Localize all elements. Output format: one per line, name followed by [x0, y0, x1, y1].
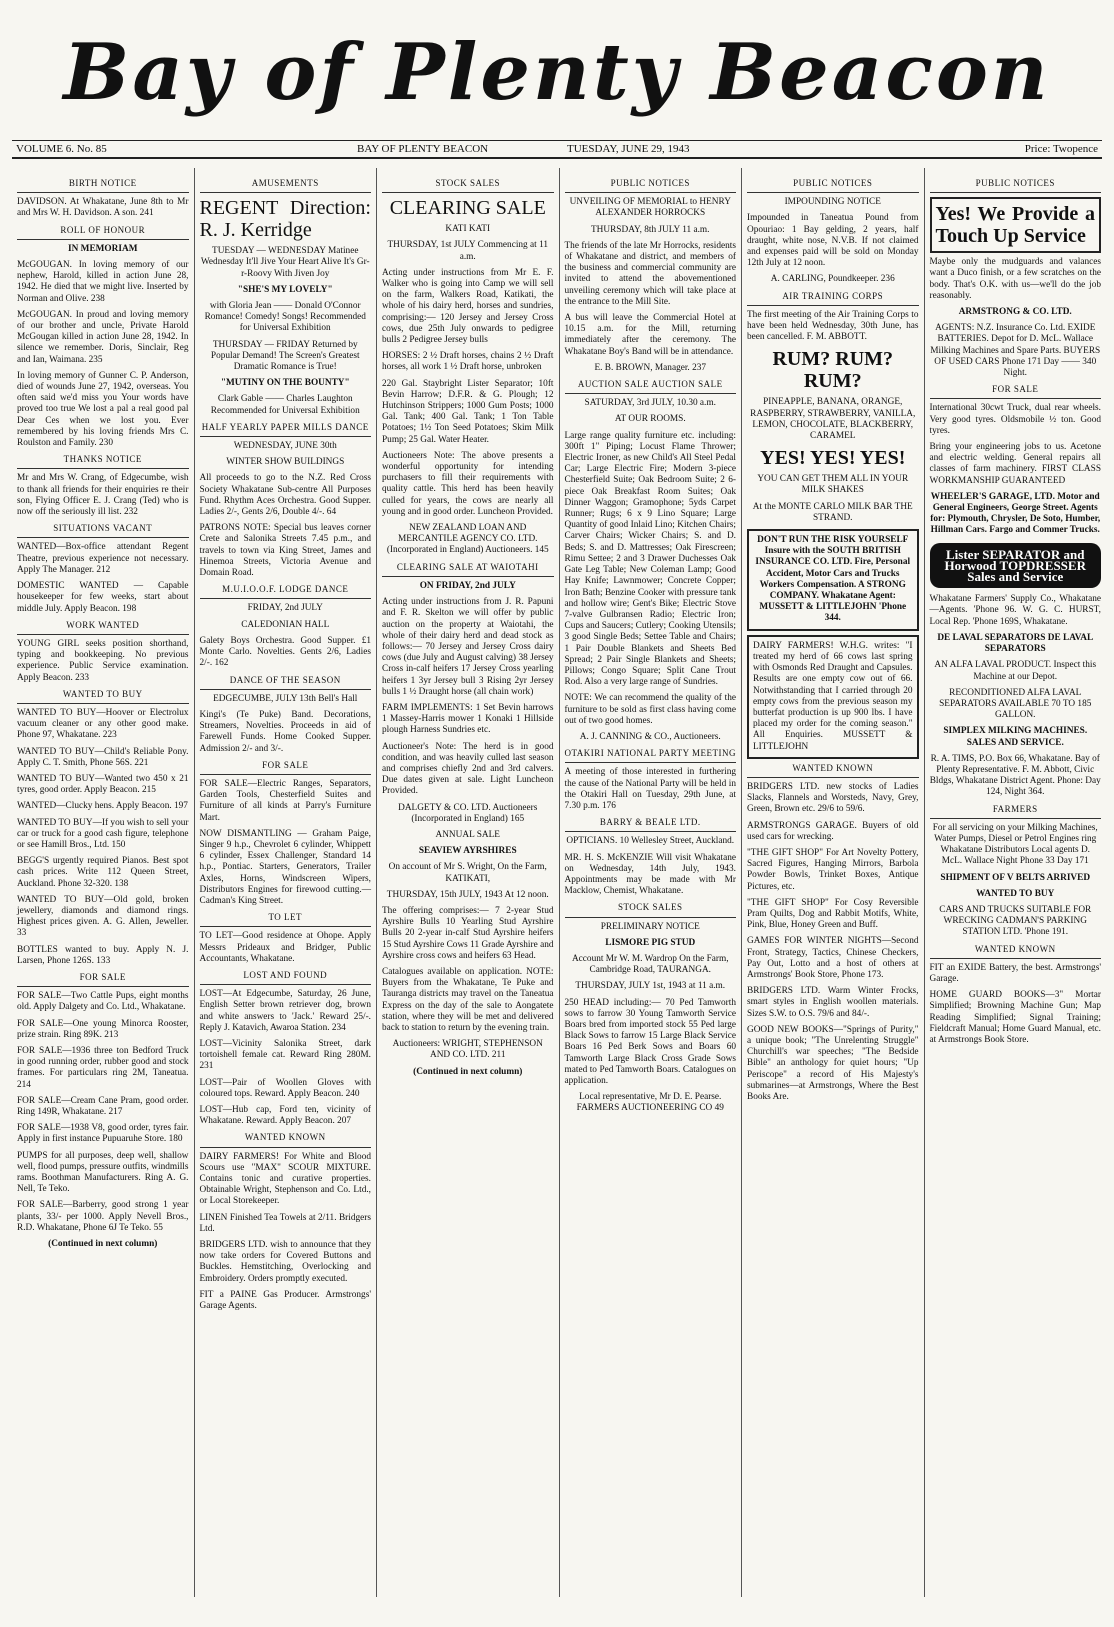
notice-text: WEDNESDAY, JUNE 30th — [233, 441, 337, 452]
notice-text: YOUNG GIRL seeks position shorthand, typing and bookkeeping. No previous experience. Public Service examination. Apply Beacon. 233 — [17, 638, 189, 683]
notice-text: SEAVIEW AYRSHIRES — [418, 846, 517, 857]
notice-text: LISMORE PIG STUD — [605, 937, 696, 948]
notice-text: FARM IMPLEMENTS: 1 Set Bevin harrows 1 Massey-Harris mower 1 Konaki 1 Hillside plough Harness Sundries etc. — [382, 702, 554, 736]
notice-text: LINEN Finished Tea Towels at 2/11. Bridgers Ltd. — [199, 1212, 371, 1234]
notice-text: AGENTS: N.Z. Insurance Co. Ltd. EXIDE BATTERIES. Depot for D. McL. Wallace Milking Machines and Spare Parts. BUYERS OF USED CARS Phone 171 Day —— 340 Night. — [930, 323, 1101, 379]
notice-text: TUESDAY — WEDNESDAY Matinee Wednesday It'll Jive Your Heart Alive It's Gr-r-Roovy With Jiven Joy — [200, 246, 370, 279]
notice-text: BOTTLES wanted to buy. Apply N. J. Larsen, Phone 126S. 133 — [17, 944, 189, 966]
notice-text: AT OUR ROOMS. — [614, 414, 686, 425]
notice-text: DON'T RUN THE RISK YOURSELF Insure with the SOUTH BRITISH INSURANCE CO. LTD. Fire, Personal Accident, Motor Cars and Trucks Workers Compensation. A STRONG COMPANY. Whakatane Agent: MUSSETT & LITTLEJOHN 'Phone 344. — [747, 529, 919, 631]
notice-text: "SHE'S MY LOVELY" — [237, 284, 333, 295]
notice-text: ARMSTRONGS GARAGE. Buyers of old used cars for wrecking. — [747, 820, 919, 842]
notice-text: FOR SALE—1938 V8, good order, tyres fair. Apply in first instance Pupuaruhe Store. 180 — [17, 1123, 189, 1145]
notice-text: YES! YES! YES! — [760, 447, 906, 470]
notice-text: WANTED TO BUY — [976, 888, 1055, 899]
notice-text: WHEELER'S GARAGE, LTD. Motor and General Engineers, George Street. Agents for: Plymouth, Chrysler, De Soto, Humber, Hillman Cars. Fargo and Commer Trucks. — [930, 491, 1101, 536]
notice-text: REGENT Direction: R. J. Kerridge — [199, 197, 371, 242]
section-heading: SITUATIONS VACANT — [17, 523, 189, 538]
notice-text: THURSDAY, 15th JULY, 1943 At 12 noon. — [386, 889, 549, 900]
columns-container — [12, 168, 1106, 1597]
notice-text: EDGECUMBE, JULY 13th Bell's Hall — [213, 693, 358, 704]
notice-text: FOR SALE—Barberry, good strong 1 year plants, 33/- per 1000. Apply Nevell Bros., R.D. Whakatane, Phone 6J Te Teko. 55 — [17, 1200, 189, 1233]
notice-text: 250 HEAD including:— 70 Ped Tamworth sows to farrow 30 Young Tamworth Service Boars bred from imported stock 55 Ped large Black Sows to farrow 15 Large Black Service Boars 16 Ped Berk Sows and Boars 60 Tamworth Large Black Cross Grade Sows mated to Ped Tamworth Boars. Catalogues on application. — [564, 997, 736, 1087]
notice-text: Auctioneer's Note: The herd is in good condition, and was heavily culled last season and comprises chiefly 2nd and 3rd calvers. Due dates given at sale. Light Luncheon Provided. — [382, 741, 554, 797]
section-heading: DANCE OF THE SEASON — [200, 675, 372, 690]
section-heading: BARRY & BEALE LTD. — [565, 817, 737, 832]
notice-text: The offering comprises:— 7 2-year Stud Ayrshire Bulls 10 Yearling Stud Ayrshire Bulls 20 2-year in-calf Stud Ayrshire heifers 15 Stud Ayrshire Cows 11 Grade Ayrshire and Ayrshire cross cows and heifers 63 Head. — [382, 905, 554, 961]
issue-date: TUESDAY, JUNE 29, 1943 — [567, 143, 690, 155]
notice-text: WANTED—Clucky hens. Apply Beacon. 197 — [17, 801, 188, 812]
notice-text: THURSDAY, 8th JULY 11 a.m. — [591, 224, 710, 235]
notice-text: THURSDAY, 1st JULY Commencing at 11 a.m. — [387, 240, 549, 262]
notice-text: All proceeds to go to the N.Z. Red Cross Society Whakatane Sub-centre All Purposes Fund. Rhythm Aces Orchestra. Good Supper. Ladies 2/-, Gents 2/6, Double 4/-. 64 — [199, 473, 371, 518]
section-heading: ROLL OF HONOUR — [17, 225, 189, 240]
notice-text: RUM? RUM? RUM? — [772, 348, 894, 393]
notice-text: PINEAPPLE, BANANA, ORANGE, RASPBERRY, STRAWBERRY, VANILLA, LEMON, CHOCOLATE, BLACKBERRY, CARAMEL — [750, 397, 916, 442]
notice-text: International 30cwt Truck, dual rear wheels. Very good tyres. Oldsmobile ½ ton. Good tyres. — [929, 403, 1101, 436]
dateline — [12, 140, 1102, 159]
section-heading: WANTED KNOWN — [930, 944, 1102, 959]
notice-text: CARS AND TRUCKS SUITABLE FOR WRECKING CADMAN'S PARKING STATION LTD. 'Phone 191. — [939, 904, 1092, 938]
column-5 — [741, 168, 924, 1597]
notice-text: 220 Gal. Staybright Lister Separator; 10ft Bevin Harrow; D.F.R. & G. Plough; 12 Hutchinson Strippers; 1000 Gum Posts; 1000 Gal. Tank; 400 Gal. Tank; 1 Ton Table Potatoes; 1½ Ton Seed Potatoes; Skim Milk Pump; 25 Gal. Water Heater. — [382, 378, 554, 445]
notice-text: NOTE: We can recommend the quality of the furniture to be sold as first class having come out of two good homes. — [564, 693, 736, 726]
section-heading: AUCTION SALE AUCTION SALE — [565, 379, 737, 394]
volume-number: VOLUME 6. No. 85 — [16, 143, 107, 155]
notice-text: FOR SALE—1936 three ton Bedford Truck in good running order, rubber good and stock frames. For particulars ring 2M, Taneatua. 214 — [17, 1046, 189, 1090]
column-6 — [924, 168, 1107, 1597]
section-heading: WANTED KNOWN — [200, 1132, 372, 1147]
notice-text: Impounded in Taneatua Pound from Opouriao: 1 Bay gelding, 2 years, half draught, white nose, N.V.B. If not claimed and expenses paid will be sold on Monday 12th July at 12 noon. — [747, 213, 919, 269]
notice-text: The first meeting of the Air Training Corps to have been held Wednesday, 30th June, has been cancelled. F. M. ABBOTT. — [747, 309, 919, 343]
notice-text: (Continued in next column) — [48, 1239, 158, 1250]
notice-text: "MUTINY ON THE BOUNTY" — [220, 378, 350, 389]
section-heading: STOCK SALES — [565, 902, 737, 917]
notice-text: Mr and Mrs W. Crang, of Edgecumbe, wish to thank all friends for their enquiries re their son, Flying Officer E. J. Crang (Ted) who is now off the seriously ill list. 232 — [17, 473, 189, 518]
notice-text: Clark Gable —— Charles Laughton Recommended for Universal Exhibition — [210, 394, 360, 416]
notice-text: Yes! We Provide a Touch Up Service — [930, 197, 1102, 253]
notice-text: DAVIDSON. At Whakatane, June 8th to Mr and Mrs W. H. Davidson. A son. 241 — [17, 197, 189, 219]
notice-text: HORSES: 2 ½ Draft horses, chains 2 ½ Draft horses, all work 1 ½ Draft horse, unbroken — [382, 351, 554, 373]
notice-text: AN ALFA LAVAL PRODUCT. Inspect this Machine at our Depot. — [934, 660, 1097, 682]
notice-text: WANTED TO BUY—Wanted two 450 x 21 tyres, good order. Apply Beacon. 215 — [17, 773, 189, 796]
notice-text: NEW ZEALAND LOAN AND MERCANTILE AGENCY CO. LTD. (Incorporated in England) Auctioneers. 145 — [386, 523, 549, 556]
column-1 — [12, 168, 194, 1597]
notice-text: Maybe only the mudguards and valances want a Duco finish, or a few scratches on the body. That's O.K. with us—we'll do the job reasonably. — [929, 257, 1101, 301]
notice-text: SHIPMENT OF V BELTS ARRIVED — [940, 872, 1091, 883]
section-heading: WORK WANTED — [17, 620, 189, 635]
notice-text: FIT a PAINE Gas Producer. Armstrongs' Garage Agents. — [199, 1289, 371, 1312]
notice-text: GAMES FOR WINTER NIGHTS—Second Front, Strategy, Tactics, Chinese Checkers, Pay Out, Lotto and a host of others at Armstrongs' Book Store, Phone 173. — [747, 936, 919, 980]
notice-text: PATRONS NOTE: Special bus leaves corner Crete and Salonika Streets 7.45 p.m., and travels to town via King Street, James and Hinemoa Streets, Victoria Avenue and Domain Road. — [199, 523, 371, 579]
notice-text: Lister SEPARATOR and Horwood TOPDRESSER Sales and Service — [930, 543, 1102, 589]
notice-text: DAIRY FARMERS! For White and Blood Scours use "MAX" SCOUR MIXTURE. Contains tonic and curative properties. Obtainable Wright, Stephenson and Co. Ltd., or Local Storekeeper. — [199, 1151, 371, 1207]
section-heading: WANTED KNOWN — [747, 763, 919, 778]
notice-text: "THE GIFT SHOP" For Art Novelty Pottery, Sacred Figures, Hanging Mirrors, Barbola Powder Bowls, Trinket Boxes, Antique Pictures, etc. — [747, 847, 919, 892]
notice-text: A. J. CANNING & CO., Auctioneers. — [579, 731, 721, 742]
notice-text: BEGG'S urgently required Pianos. Best spot cash prices. Write 112 Queen Street, Auckland. Phone 32-320. 138 — [17, 856, 189, 889]
notice-text: FOR SALE—One young Minorca Rooster, prize strain. Ring 89K. 213 — [17, 1018, 189, 1040]
section-heading: PUBLIC NOTICES — [747, 178, 919, 193]
notice-text: R. A. TIMS, P.O. Box 66, Whakatane. Bay of Plenty Representative. F. M. Abbott, Civic Bldgs, Whakatane District Agent. Phone: Day 124, Night 364. — [929, 753, 1101, 798]
notice-text: KATI KATI — [445, 224, 491, 235]
section-heading: M.U.I.O.O.F. LODGE DANCE — [200, 584, 372, 599]
notice-text: WANTED TO BUY—If you wish to sell your car or truck for a good cash figure, telephone or see Hamill Bros., Ltd. 150 — [17, 817, 189, 850]
notice-text: SATURDAY, 3rd JULY, 10.30 a.m. — [584, 398, 716, 409]
section-heading: PUBLIC NOTICES — [930, 178, 1102, 193]
notice-text: DAIRY FARMERS! W.H.G. writes: "I treated my herd of 66 cows last spring with Osmonds Red Draught and Capsules. Results are one empty cow out of 66. Notwithstanding that I carried through 20 empty cows from the previous season my butterfat production is up 900 lbs. I have placed my order for the coming season." All Enquiries. MUSSETT & LITTLEJOHN — [747, 635, 919, 759]
section-heading: THANKS NOTICE — [17, 454, 189, 469]
notice-text: ARMSTRONG & CO. LTD. — [958, 307, 1072, 318]
notice-text: RECONDITIONED ALFA LAVAL SEPARATORS AVAILABLE 70 TO 185 GALLON. — [939, 687, 1092, 721]
notice-text: At the MONTE CARLO MILK BAR THE STRAND. — [752, 501, 913, 523]
notice-text: FOR SALE—Two Cattle Pups, eight months old. Apply Dalgety and Co. Ltd., Whakatane. — [17, 991, 189, 1013]
section-heading: BIRTH NOTICE — [17, 178, 189, 193]
notice-text: LOST—Hub cap, Ford ten, vicinity of Whakatane. Reward. Apply Beacon. 207 — [199, 1105, 371, 1127]
notice-text: HOME GUARD BOOKS—3" Mortar Simplified; Browning Machine Gun; Map Reading Simplified; Signal Training; Fieldcraft Manual; Home Guard Manual, etc. at Armstrongs Book Store. — [929, 990, 1101, 1045]
section-heading: FOR SALE — [930, 384, 1102, 399]
section-heading: AIR TRAINING CORPS — [747, 291, 919, 306]
section-heading: TO LET — [200, 912, 372, 927]
notice-text: PUMPS for all purposes, deep well, shallow well, flood pumps, pressure outfits, windmills rams. Boothman Manufacturers. Ring A. G. Nell, Te Teko. — [17, 1150, 189, 1195]
section-heading: WANTED TO BUY — [17, 689, 189, 704]
notice-text: Auctioneers Note: The above presents a wonderful opportunity for intending purchasers to fill their requirements with quality cattle. This herd has been heavily culled for years, the cows are nearly all young and in good order. Luncheon Provided. — [382, 450, 554, 517]
section-heading: PUBLIC NOTICES — [565, 178, 737, 193]
notice-text: LOST—At Edgecumbe, Saturday, 26 June, English Setter brown retriever dog, brown and white answers to 'Jack.' Reward 25/-. Reply J. Katavich, Awaroa Station. 234 — [199, 989, 371, 1033]
notice-text: IMPOUNDING NOTICE — [784, 197, 881, 208]
notice-text: WANTED TO BUY—Child's Reliable Pony. Apply C. T. Smith, Phone 56S. 221 — [17, 746, 189, 768]
notice-text: DOMESTIC WANTED — Capable housekeeper for few weeks, start about middle July. Apply Beacon. 198 — [17, 581, 189, 614]
section-heading: CLEARING SALE AT WAIOTAHI — [382, 562, 554, 577]
notice-text: WANTED—Box-office attendant Regent Theatre, previous experience not necessary. Apply The Manager. 212 — [17, 542, 189, 575]
notice-text: A. CARLING, Poundkeeper. 236 — [770, 274, 895, 285]
notice-text: BRIDGERS LTD. new stocks of Ladies Slacks, Flannels and Worsteds, Navy, Grey, Green, Brown etc. 29/6 to 59/6. — [747, 781, 919, 815]
notice-text: IN MEMORIAM — [68, 243, 138, 254]
paper-name: BAY OF PLENTY BEACON — [357, 143, 489, 155]
notice-text: Account Mr W. M. Wardrop On the Farm, Cambridge Road, TAURANGA. — [571, 953, 729, 976]
notice-text: Kingi's (Te Puke) Band. Decorations, Streamers, Novelties. Proceeds in aid of Farewell Funds. Home Cooked Supper. Admission 2/- and 3/-. — [199, 709, 371, 754]
notice-text: A meeting of those interested in furthering the cause of the National Party will be held in the Otakiri Hall on Tuesday, 29th June, at 7.30 p.m. 176 — [564, 767, 736, 811]
notice-text: THURSDAY — FRIDAY Returned by Popular Demand! The Screen's Greatest Dramatic Romance is True! — [210, 339, 360, 373]
column-4 — [559, 168, 742, 1597]
notice-text: McGOUGAN. In proud and loving memory of our brother and uncle, Private Harold McGougan killed in action June 28, 1942. In silence we remember. Doris, Sinclair, Reg and Ian, Waimana. 235 — [17, 309, 189, 365]
notice-text: CALEDONIAN HALL — [241, 619, 330, 630]
notice-text: MR. H. S. McKENZIE Will visit Whakatane on Wednesday, 14th July, 1943. Appointments may be made with Mr Macklow, Chemist, Whakatane. — [564, 852, 736, 897]
notice-text: WANTED TO BUY—Old gold, broken jewellery, diamonds and diamond rings. Highest prices given. A. G. Allen, Jeweller. 33 — [17, 894, 189, 939]
notice-text: DE LAVAL SEPARATORS DE LAVAL SEPARATORS — [937, 632, 1094, 655]
notice-text: TO LET—Good residence at Ohope. Apply Messrs Prideaux and Bridger, Public Accountants, Whakatane. — [199, 931, 371, 964]
notice-text: WANTED TO BUY—Hoover or Electrolux vacuum cleaner or any other good make. Phone 97, Whakatane. 223 — [17, 707, 189, 741]
notice-text: The friends of the late Mr Horrocks, residents of Whakatane and district, and members of the business and commercial community are invited to attend the abovementioned unveiling ceremony which will take place at the entrance to the Mill Site. — [564, 240, 736, 307]
notice-text: Bring your engineering jobs to us. Acetone and electric welding. General repairs all classes of farm machinery. FIRST CLASS WORKMANSHIP GUARANTEED — [929, 442, 1101, 486]
notice-text: Galety Boys Orchestra. Good Supper. £1 Monte Carlo. Novelties. Gents 2/6, Ladies 2/-. 162 — [199, 635, 371, 669]
notice-text: CLEARING SALE — [389, 197, 546, 220]
notice-text: E. B. BROWN, Manager. 237 — [594, 362, 707, 373]
section-heading: FARMERS — [930, 804, 1102, 819]
notice-text: with Gloria Jean —— Donald O'Connor Romance! Comedy! Songs! Recommended for Universal Exhibition — [204, 301, 366, 334]
notice-text: Local representative, Mr D. E. Pearse. FARMERS AUCTIONEERING CO 49 — [576, 1092, 724, 1114]
section-heading: LOST AND FOUND — [200, 970, 372, 985]
notice-text: "THE GIFT SHOP" For Cosy Reversible Pram Quilts, Dog and Rabbit Motifs, White, Pink, Blue, Honey Green and Buff. — [747, 897, 919, 931]
notice-text: YOU CAN GET THEM ALL IN YOUR MILK SHAKES — [757, 474, 909, 496]
column-2 — [194, 168, 377, 1597]
notice-text: For all servicing on your Milking Machines, Water Pumps, Diesel or Petrol Engines ring Whakatane Distributors Local agents D. McL. Wallace Night Phone 33 Day 171 — [932, 822, 1098, 867]
notice-text: On account of Mr S. Wright, On the Farm, KATIKATI, — [388, 862, 547, 884]
section-heading: FOR SALE — [200, 760, 372, 775]
column-3 — [376, 168, 559, 1597]
notice-text: ON FRIDAY, 2nd JULY — [419, 580, 516, 591]
notice-text: LOST—Vicinity Salonika Street, dark tortoishell female cat. Reward Ring 280M. 231 — [199, 1038, 371, 1072]
section-heading: STOCK SALES — [382, 178, 554, 193]
notice-text: OPTICIANS. 10 Wellesley Street, Auckland. — [566, 836, 735, 847]
notice-text: Catalogues available on application. NOTE: Buyers from the Whakatane, Te Puke and Tauranga districts may travel on the Taneatua Express on the day of the sale to Aongatete station, where they will be met and delivered back to station to return by the evening train. — [382, 966, 554, 1033]
notice-text: NOW DISMANTLING — Graham Paige, Singer 9 h.p., Chevrolet 6 cylinder, Whippett 6 cylinder, Essex Challenger, Standard 14 h.p., Pontiac. Starters, Generators, Trailer Axles, Horns, Windscreen Wipers, Distributors Engines for firewood cutting.—Cadman's King Street. — [199, 828, 371, 906]
notice-text: UNVEILING OF MEMORIAL to HENRY ALEXANDER HORROCKS — [569, 197, 731, 219]
notice-text: Whakatane Farmers' Supply Co., Whakatane—Agents. 'Phone 96. W. G. C. HURST, Local Rep. 'Phone 169S, Whakatane. — [929, 594, 1101, 627]
notice-text: BRIDGERS LTD. wish to announce that they now take orders for Covered Buttons and Buckles. Hemstitching, Overlocking and Embroidery. Orders promptly executed. — [199, 1240, 371, 1284]
notice-text: DALGETY & CO. LTD. Auctioneers (Incorporated in England) 165 — [398, 802, 538, 824]
notice-text: Acting under instructions from Mr E. F. Walker who is going into Camp we will sell on the farm, Walkers Road, Katikati, the whole of his dairy herd, horses and sundries, comprising:— 120 Jersey and Jersey Cross cows, due 25th July onwards to pedigree bulls 2 Pedigree Jersey bulls — [382, 267, 554, 346]
notice-text: In loving memory of Gunner C. P. Anderson, died of wounds June 27, 1942, overseas. You often said we'd miss you Your words have proved too true We lost a pal a real good pal Dear Ces when we lost you. Ever remembered by his loving friends Mrs C. Roulston and Family. 230 — [17, 370, 189, 449]
notice-text: THURSDAY, JULY 1st, 1943 at 11 a.m. — [575, 981, 726, 992]
notice-text: McGOUGAN. In loving memory of our nephew, Harold, killed in action June 28, 1942. He died that we might live. Inserted by Norman and Olive. 238 — [17, 260, 189, 304]
notice-text: ANNUAL SALE — [435, 829, 500, 840]
notice-text: BRIDGERS LTD. Warm Winter Frocks, smart styles in English woollen materials. Sizes S.W. to O.S. 79/6 and 84/-. — [747, 986, 919, 1019]
notice-text: FOR SALE—Cream Cane Pram, good order. Ring 149R, Whakatane. 217 — [17, 1095, 189, 1118]
notice-text: FRIDAY, 2nd JULY — [247, 603, 323, 614]
masthead-title: Bay of Plenty Beacon — [63, 27, 1051, 118]
notice-text: PRELIMINARY NOTICE — [600, 921, 700, 932]
price: Price: Twopence — [1024, 143, 1098, 155]
notice-text: FOR SALE—Electric Ranges, Separators, Garden Tools, Chesterfield Suites and Furniture of all kinds at Parry's Furniture Mart. — [199, 778, 371, 823]
notice-text: Large range quality furniture etc. including: 300ft 1" Piping; Locust Flame Thrower; Electric Ironer, as new Child's All Steel Pedal Car; Large Electric Fire; Modern 3-piece Chesterfield Suite; Oak Bedroom Suite; 2 6-piece Oak Breakfast Room Suites; Oak Dinner Waggon; Gramophone; 5yds Carpet Runner; Rugs; 6 x 9 Lino Square; Large Quantity of good Inlaid Lino; Kitchen Chairs; Carver Chairs; Wicker Chairs; S. and D. Beds; S. and D. Mattresses; Oak Firescreen; Rimu Settee; 2 and 3 Drawer Duchesses Oak Gate Leg Table; New Coleman Lamp; Good Hay Knife; Lawnmower; Concrete Copper; Iron Bath; Benzine Cooker with pressure tank and hollow wire; Gent's Bike; Electric Stove 7-valve Gulbransen Radio; Electric Iron; Cups and Saucers; Cutlery; Cooking Utensils; 3 good Single Beds; Settee Table and Chairs; 1 Pair Double Blankets and Sheets Bed Spread; 2 Pair Single Blankets and Sheets; Pillows; Congo Square; Split Cane Trout Rod. Also a very large range of Sundries. — [564, 430, 736, 688]
section-heading: AMUSEMENTS — [200, 178, 372, 193]
notice-text: FIT an EXIDE Battery, the best. Armstrongs' Garage. — [929, 962, 1101, 984]
notice-text: SIMPLEX MILKING MACHINES. SALES AND SERVICE. — [943, 726, 1088, 748]
notice-text: Auctioneers: WRIGHT, STEPHENSON AND CO. LTD. 211 — [392, 1039, 543, 1061]
notice-text: GOOD NEW BOOKS—"Springs of Purity," a unique book; "The Unrelenting Struggle" Churchill's war speeches; "The Bedside Bible" an anthology for quiet hours; "Up Periscope" a record of His Majesty's submarines—at Armstrongs, Where the Best Books Are. — [747, 1024, 919, 1102]
section-heading: FOR SALE — [17, 972, 189, 987]
notice-text: LOST—Pair of Woollen Gloves with coloured tops. Reward. Apply Beacon. 240 — [199, 1077, 371, 1099]
section-heading: OTAKIRI NATIONAL PARTY MEETING — [565, 748, 737, 763]
notice-text: Acting under instructions from J. R. Papuni and F. R. Skelton we will offer by public auction on the property at Waiotahi, the whole of their dairy herd and dead stock as follows:— 70 Jersey and Jersey Cross dairy cows (due July and August calving) 38 Jersey Cross in-calf heifers 17 Jersey Cross yearling heifers 1 3yr Jersey bull 3 Rising 2yr Jersey bulls 1 ½ Draught horse (all chain work) — [382, 597, 554, 697]
notice-text: WINTER SHOW BUILDINGS — [226, 457, 345, 468]
section-heading: HALF YEARLY PAPER MILLS DANCE — [200, 422, 372, 437]
notice-text: (Continued in next column) — [413, 1066, 523, 1077]
notice-text: A bus will leave the Commercial Hotel at 10.15 a.m. for the Mill, returning immediately after the ceremony. The Whakatane Boy's Band will be in attendance. — [564, 313, 736, 357]
